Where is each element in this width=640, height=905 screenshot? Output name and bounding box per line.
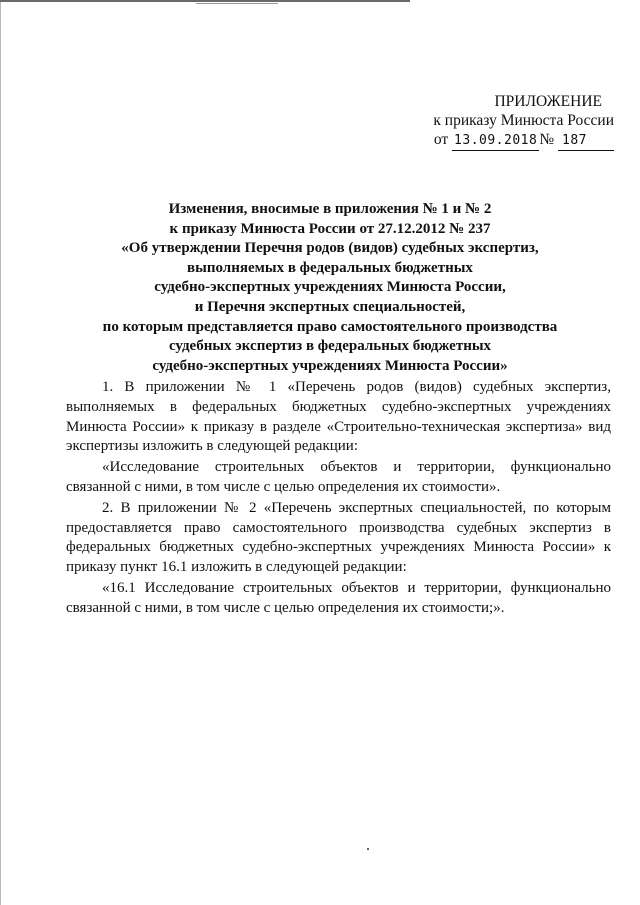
heading-line: Изменения, вносимые в приложения № 1 и № 2	[168, 201, 492, 217]
order-number: 187	[558, 131, 614, 151]
order-date: 13.09.2018	[452, 131, 539, 151]
heading-line: судебно-экспертных учреждениях Минюста России»	[152, 357, 508, 374]
document-body	[66, 378, 611, 619]
appendix-title: ПРИЛОЖЕНИЕ	[494, 93, 602, 110]
scan-edge-mark	[196, 3, 278, 4]
heading-line: к приказу Минюста России от 27.12.2012 № 237	[169, 220, 491, 237]
scan-dot	[367, 848, 369, 850]
order-reference	[433, 130, 614, 151]
heading-line: выполняемых в федеральных бюджетных	[187, 259, 473, 276]
paragraph-1-quote: «Исследование строительных объектов и территории, функционально связанной с ними, в том числе с целью определения их стоимости».	[66, 459, 611, 495]
document-heading	[95, 200, 565, 376]
heading-line: по которым представляется право самостоятельного производства	[102, 318, 558, 335]
scan-edge-top	[0, 0, 410, 2]
order-number-sign: №	[539, 131, 555, 148]
heading-line: и Перечня экспертных специальностей,	[194, 298, 466, 315]
paragraph-2: 2. В приложении № 2 «Перечень экспертных специальностей, по которым предоставляется право самостоятельного производства судебных экспертиз в федеральных бюджетных судебно-экспертных учреждениях Минюста России» к приказу пункт 16.1 изложить в следующей редакции:	[66, 499, 611, 576]
appendix-block	[433, 92, 614, 151]
paragraph-1: 1. В приложении № 1 «Перечень родов (видов) судебных экспертиз, выполняемых в федеральных бюджетных судебно-экспертных учреждениях Минюста России» к приказу в разделе «Строительно-техническая экспертиза» вид экспертизы изложить в следующей редакции:	[66, 379, 611, 455]
paragraph-2-quote: «16.1 Исследование строительных объектов и территории, функционально связанной с ними, в том числе с целью определения их стоимости;».	[66, 579, 611, 616]
appendix-subtitle: к приказу Минюста России	[433, 112, 614, 129]
heading-line: судебно-экспертных учреждениях Минюста России,	[154, 279, 506, 296]
heading-line: судебных экспертиз в федеральных бюджетных	[168, 338, 492, 355]
order-prefix: от	[433, 131, 449, 148]
heading-line: «Об утверждении Перечня родов (видов) судебных экспертиз,	[121, 240, 539, 257]
scan-edge-left	[0, 0, 1, 905]
